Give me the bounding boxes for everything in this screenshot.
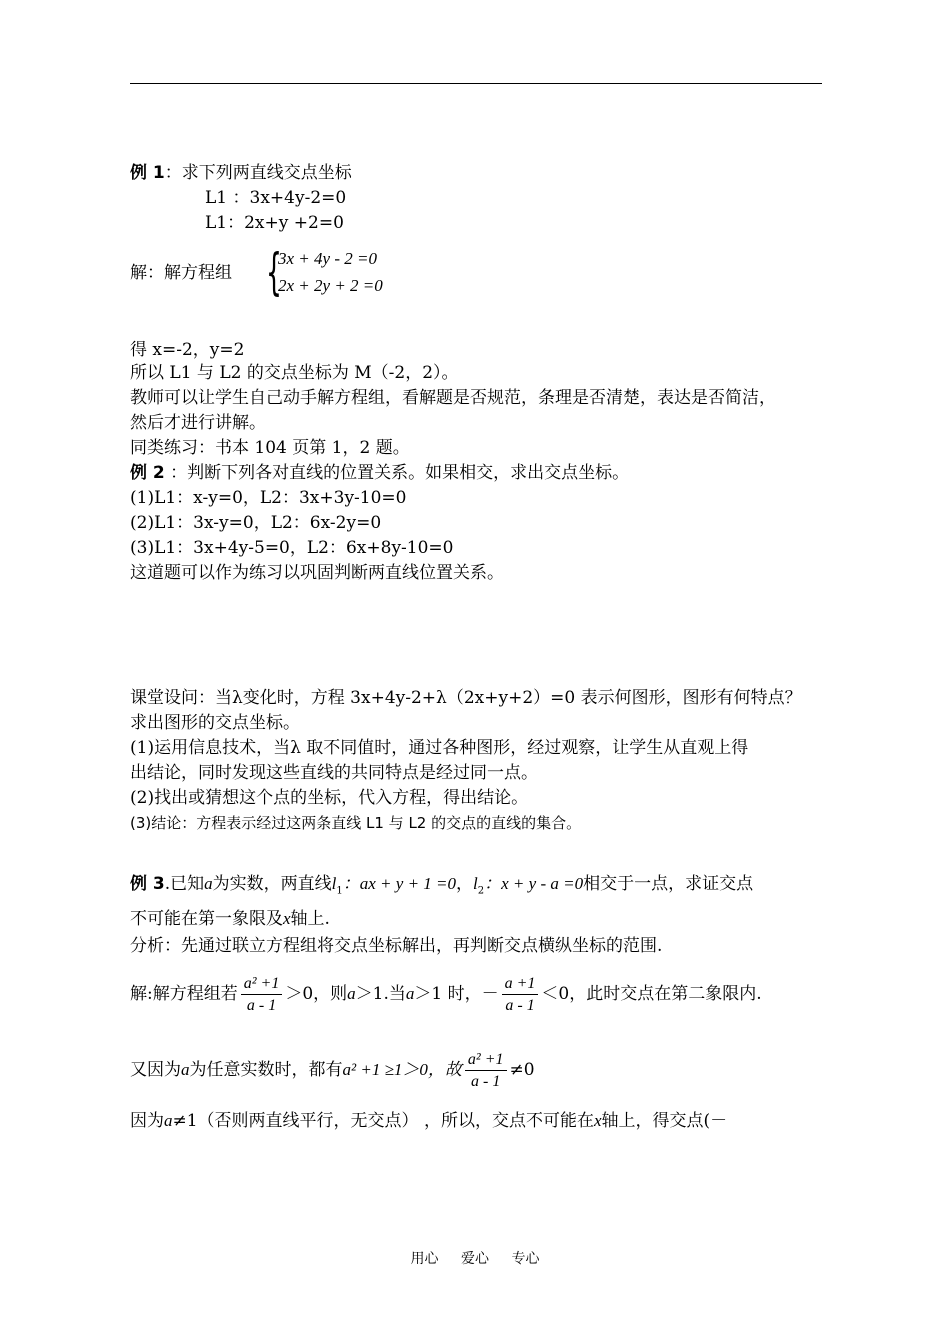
fraction-3-denominator: a - 1 [471,1073,501,1090]
text-real-number: 为实数，两直线 [212,874,332,894]
fraction-2-numerator: a +1 [502,973,539,995]
example-2-title: ：判断下列各对直线的位置关系。如果相交，求出交点坐标。 [164,463,630,483]
fraction-1-numerator: a² +1 [241,973,283,995]
separator: ， [456,874,474,894]
question-point-1b: 出结论，同时发现这些直线的共同特点是经过同一点。 [130,763,538,783]
example-3-line-1 [130,873,753,902]
example-1-title: ：求下列两直线交点坐标 [164,163,352,183]
text-gt0: ＞0，则 [285,984,348,1004]
header-rule [130,83,822,84]
page-footer: 用心 爱心 专心 [410,1251,540,1267]
intersection-point: 所以 L1 与 L2 的交点坐标为 M（-2，2）。 [130,363,459,383]
var-a: a [181,1060,190,1079]
question-point-3: (3)结论：方程表示经过这两条直线 L1 与 L2 的交点的直线的集合。 [130,814,582,832]
example-1-label: 例 1 [130,163,165,183]
var-l1: l [331,874,337,893]
teacher-note-2: 然后才进行讲解。 [130,413,266,433]
equation-l2: ：x + y - a =0 [484,874,584,893]
text-given: .已知 [164,874,205,894]
example-2-item-3: (3)L1：3x+4y-5=0，L2：6x+8y-10=0 [130,538,454,558]
example-2-label: 例 2 [130,463,165,483]
solve-label: 解：解方程组 [130,263,232,283]
fraction-3 [465,1049,507,1092]
equation-l1: ：ax + y + 1 =0 [342,874,457,893]
analysis: 分析：先通过联立方程组将交点坐标解出，再判断交点横纵坐标的范围. [130,936,663,956]
text-not-zero: ≠0 [509,1060,535,1080]
system-eq-2: 2x + 2y + 2 =0 [278,276,383,295]
fraction-3-numerator: a² +1 [465,1049,507,1071]
equation-system [266,243,406,301]
question-point-2: (2)找出或猜想这个点的坐标，代入方程，得出结论。 [130,788,529,808]
teacher-note-1: 教师可以让学生自己动手解方程组，看解题是否规范，条理是否清楚，表达是否简洁， [130,388,776,408]
fraction-1-denominator: a - 1 [246,997,277,1014]
question-point-1a: (1)运用信息技术，当λ 取不同值时，通过各种图形，经过观察，让学生从直观上得 [130,738,749,758]
text-axis: 轴上. [290,909,330,929]
question-line-1: 课堂设问：当λ变化时，方程 3x+4y-2+λ（2x+y+2）=0 表示何图形，图形有何特点？ [130,688,802,708]
fraction-2-denominator: a - 1 [505,997,535,1014]
var-x: x [283,909,291,928]
solution-line [130,972,762,1016]
var-a: a [347,984,356,1003]
text-because: 又因为 [130,1060,181,1080]
line-l1: L1 ：3x+4y-2=0 [205,188,347,208]
text-get-point: 轴上，得交点(－ [601,1111,728,1131]
example-2-item-1: (1)L1：x-y=0，L2：3x+3y-10=0 [130,488,407,508]
text-solve: 解:解方程组若 [130,984,238,1004]
fraction-2 [502,973,539,1016]
because-line [130,1110,727,1132]
text-not-one: ≠1（否则两直线平行，无交点） ，所以，交点不可能在 [172,1111,594,1131]
var-l2: l [473,874,478,893]
example-3-line-2 [130,908,330,930]
text-second-quadrant: ＜0，此时交点在第二象限内. [541,984,762,1004]
var-a: a [405,984,415,1003]
text-gt1-minus: ＞1 时，－ [414,984,499,1004]
question-line-2: 求出图形的交点坐标。 [130,713,300,733]
text-not-first-quadrant: 不可能在第一象限及 [130,909,283,929]
var-a: a [204,874,213,893]
system-eq-1: 3x + 4y - 2 =0 [278,249,377,268]
l1-subscript: 1 [336,885,343,897]
text-because-2: 因为 [130,1111,164,1131]
var-x: x [593,1111,602,1130]
l2-subscript: 2 [477,885,485,897]
brace-symbol: { [266,243,282,301]
var-a: a [164,1111,173,1130]
example-3-label: 例 3 [130,874,165,894]
example-2-heading [130,462,629,484]
text-gt1-when: ＞1.当 [355,984,406,1004]
text-any-real: 为任意实数时，都有 [189,1060,343,1080]
example-1-heading [130,162,352,184]
text-inequality: a² +1 ≥1＞0，故 [342,1060,462,1079]
practice-note: 同类练习：书本 104 页第 1，2 题。 [130,438,410,458]
example-2-item-2: (2)L1：3x-y=0，L2：6x-2y=0 [130,513,382,533]
solution-result: 得 x=-2，y=2 [130,340,245,360]
reason-line [130,1048,535,1092]
line-l2: L1：2x+y +2=0 [205,213,344,233]
fraction-1 [241,973,283,1016]
text-intersect: 相交于一点，求证交点 [583,874,754,894]
example-2-note: 这道题可以作为练习以巩固判断两直线位置关系。 [130,563,504,583]
